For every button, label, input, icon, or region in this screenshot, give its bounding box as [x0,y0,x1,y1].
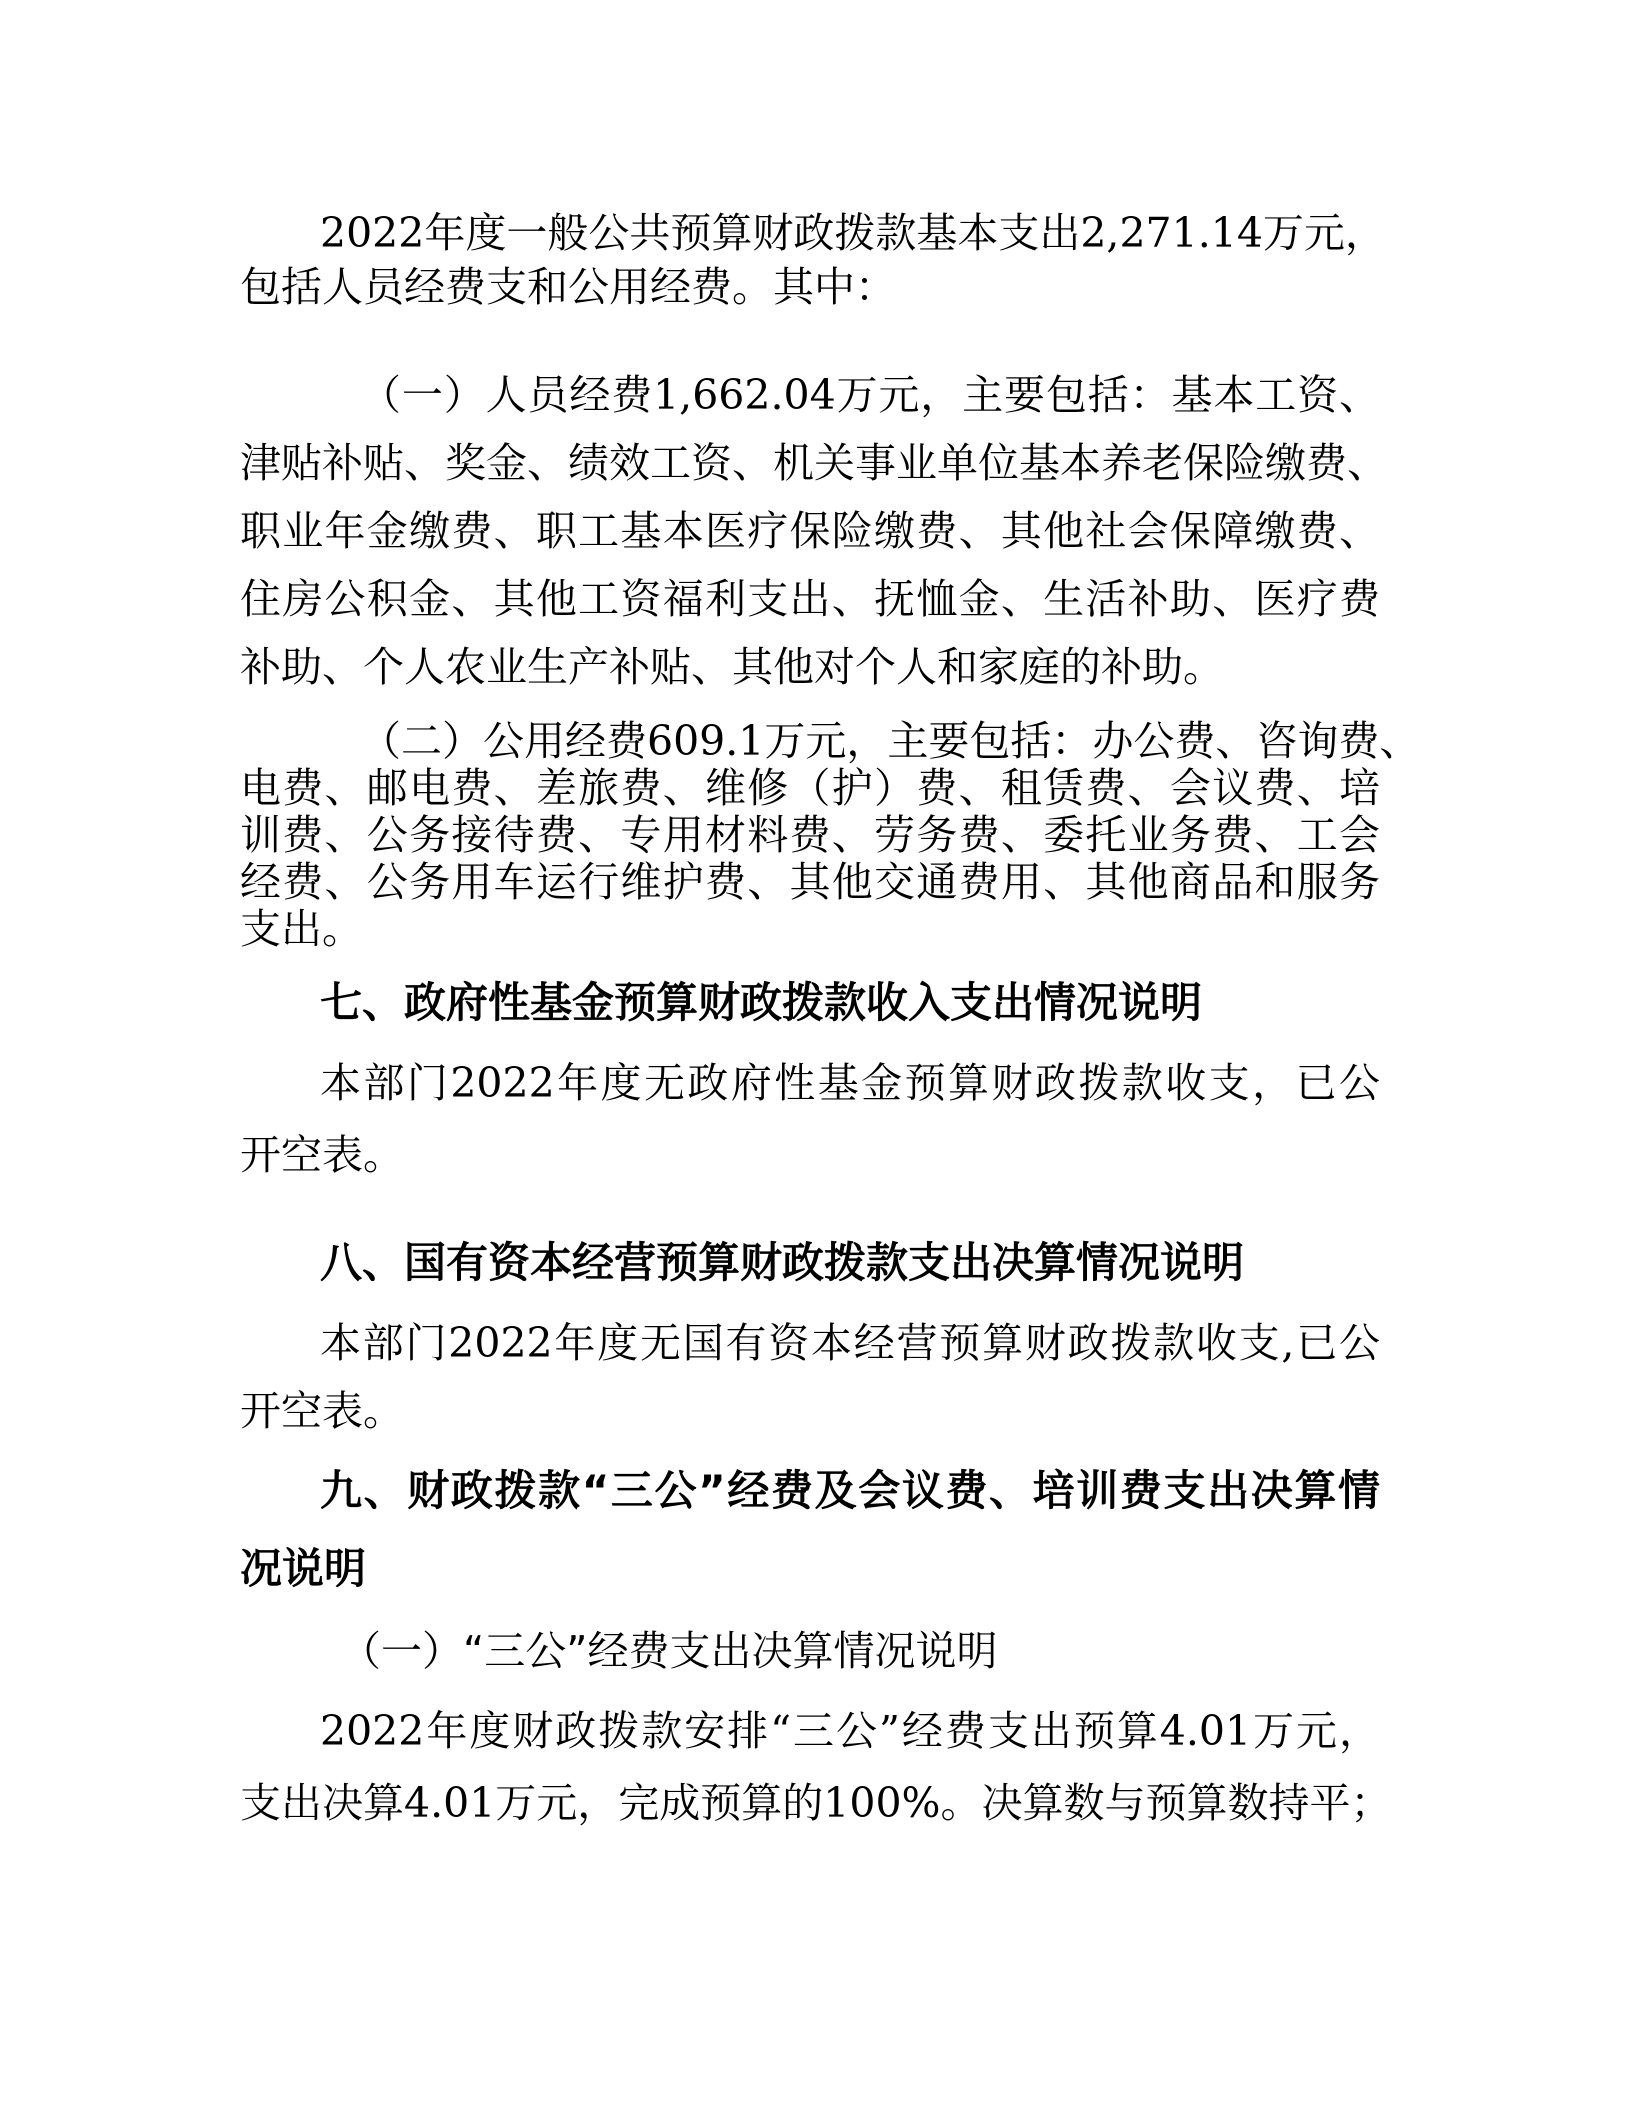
paragraph-line: 2022年度一般公共预算财政拨款基本支出2,271.14万元， [320,209,1386,257]
section-heading: 七、政府性基金预算财政拨款收入支出情况说明 [320,978,1203,1027]
paragraph-line: 包括人员经费支和公用经费。其中： [240,263,896,311]
paragraph-line: 经费、公务用车运行维护费、其他交通费用、其他商品和服务 [240,858,1380,906]
paragraph-line: 支出决算4.01万元，完成预算的100%。决算数与预算数持平； [240,1779,1392,1827]
section-heading: 况说明 [240,1544,367,1593]
paragraph-line: （一）人员经费1,662.04万元，主要包括：基本工资、 [360,371,1380,419]
section-heading: 八、国有资本经营预算财政拨款支出决算情况说明 [320,1238,1245,1287]
paragraph-line: 职业年金缴费、职工基本医疗保险缴费、其他社会保障缴费、 [240,507,1380,555]
paragraph-line: 开空表。 [240,1387,404,1435]
paragraph-line: 电费、邮电费、差旅费、维修（护）费、租赁费、会议费、培 [240,764,1380,812]
paragraph-line: 本部门2022年度无国有资本经营预算财政拨款收支,已公 [320,1319,1380,1367]
paragraph-line: 开空表。 [240,1131,404,1179]
paragraph-line: 2022年度财政拨款安排“三公”经费支出预算4.01万元， [320,1707,1380,1755]
section-heading: 九、财政拨款“三公”经费及会议费、培训费支出决算情 [320,1466,1380,1515]
paragraph-line: 本部门2022年度无政府性基金预算财政拨款收支，已公 [320,1059,1380,1107]
paragraph-line: （二）公用经费609.1万元，主要包括：办公费、咨询费、 [360,717,1421,765]
paragraph-line: 训费、公务接待费、专用材料费、劳务费、委托业务费、工会 [240,811,1380,859]
paragraph-line: 补助、个人农业生产补贴、其他对个人和家庭的补助。 [240,643,1224,691]
paragraph-line: 住房公积金、其他工资福利支出、抚恤金、生活补助、医疗费 [240,575,1380,623]
paragraph-line: 支出。 [240,905,363,953]
paragraph-line: 津贴补贴、奖金、绩效工资、机关事业单位基本养老保险缴费、 [240,439,1388,487]
subsection-heading: （一）“三公”经费支出决算情况说明 [340,1627,998,1675]
